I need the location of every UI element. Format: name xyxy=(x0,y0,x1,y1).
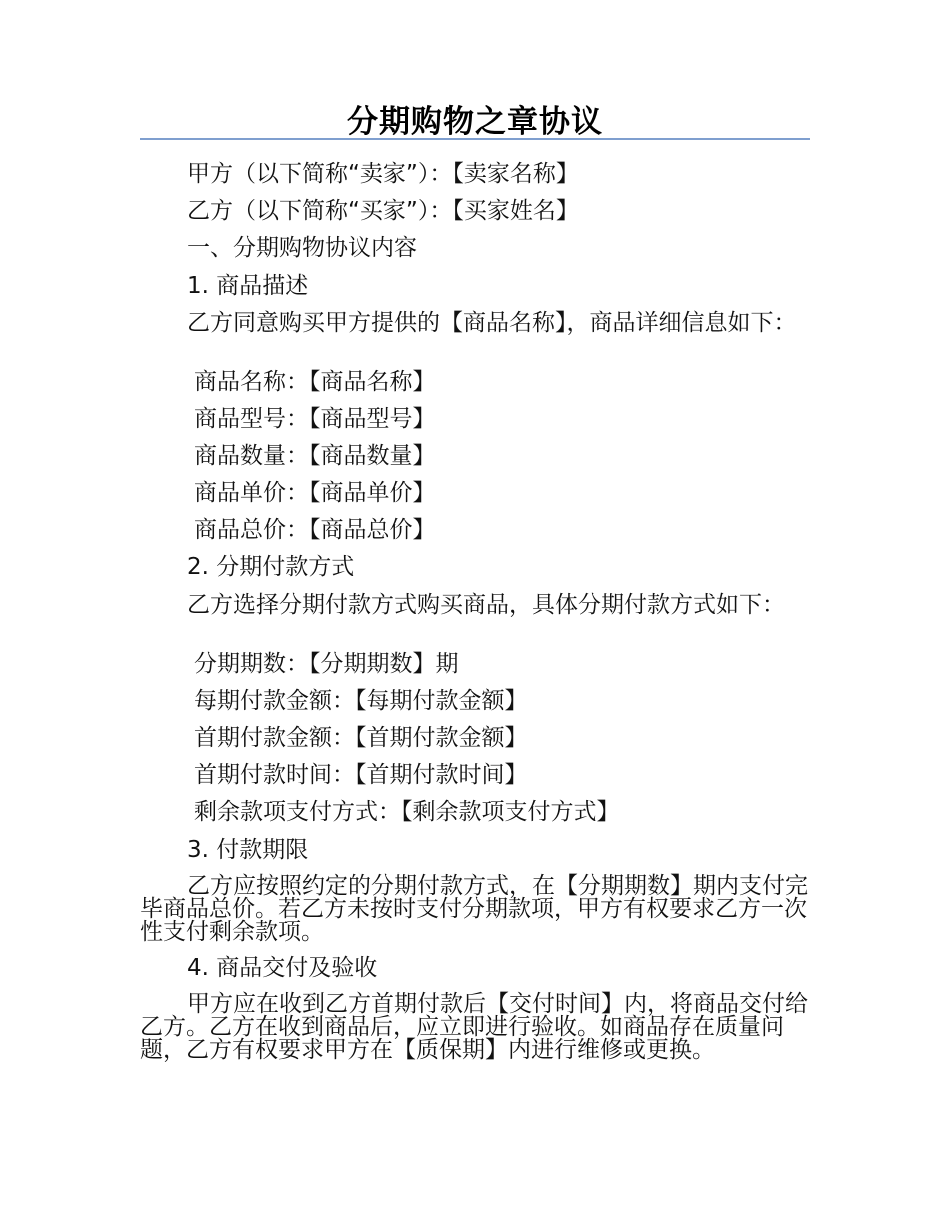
first-payment-time-item: 首期付款时间：【首期付款时间】 xyxy=(194,762,528,788)
installment-count-item: 分期期数：【分期期数】期 xyxy=(194,651,459,677)
section-heading: 一、分期购物协议内容 xyxy=(187,235,417,261)
party-a-line: 甲方（以下简称“卖家”）：【卖家名称】 xyxy=(187,161,579,187)
first-payment-amount-item: 首期付款金额：【首期付款金额】 xyxy=(194,725,528,751)
product-model-item: 商品型号：【商品型号】 xyxy=(194,406,436,432)
section-3-body: 乙方应按照约定的分期付款方式，在【分期期数】期内支付完毕商品总价。若乙方未按时支付分期款项，甲方有权要求乙方一次性支付剩余款项。 xyxy=(140,873,808,945)
party-b-line: 乙方（以下简称“买家”）：【买家姓名】 xyxy=(187,198,579,224)
installment-amount-item: 每期付款金额：【每期付款金额】 xyxy=(194,688,528,714)
section-2-intro: 乙方选择分期付款方式购买商品，具体分期付款方式如下： xyxy=(187,592,785,618)
title-underline xyxy=(140,138,810,140)
product-unit-price-item: 商品单价：【商品单价】 xyxy=(194,480,436,506)
section-1-intro: 乙方同意购买甲方提供的【商品名称】，商品详细信息如下： xyxy=(187,310,797,336)
product-total-price-item: 商品总价：【商品总价】 xyxy=(194,517,436,543)
product-quantity-item: 商品数量：【商品数量】 xyxy=(194,443,436,469)
product-name-item: 商品名称：【商品名称】 xyxy=(194,369,436,395)
document-title: 分期购物之章协议 xyxy=(347,104,603,140)
section-1-heading: 1. 商品描述 xyxy=(187,273,309,299)
section-4-heading: 4. 商品交付及验收 xyxy=(187,955,378,981)
section-4-body: 甲方应在收到乙方首期付款后【交付时间】内，将商品交付给乙方。乙方在收到商品后，应立即进行验收。如商品存在质量问题，乙方有权要求甲方在【质保期】内进行维修或更换。 xyxy=(140,991,808,1063)
section-3-heading: 3. 付款期限 xyxy=(187,837,309,863)
remaining-payment-method-item: 剩余款项支付方式：【剩余款项支付方式】 xyxy=(194,799,620,825)
section-2-heading: 2. 分期付款方式 xyxy=(187,554,355,580)
